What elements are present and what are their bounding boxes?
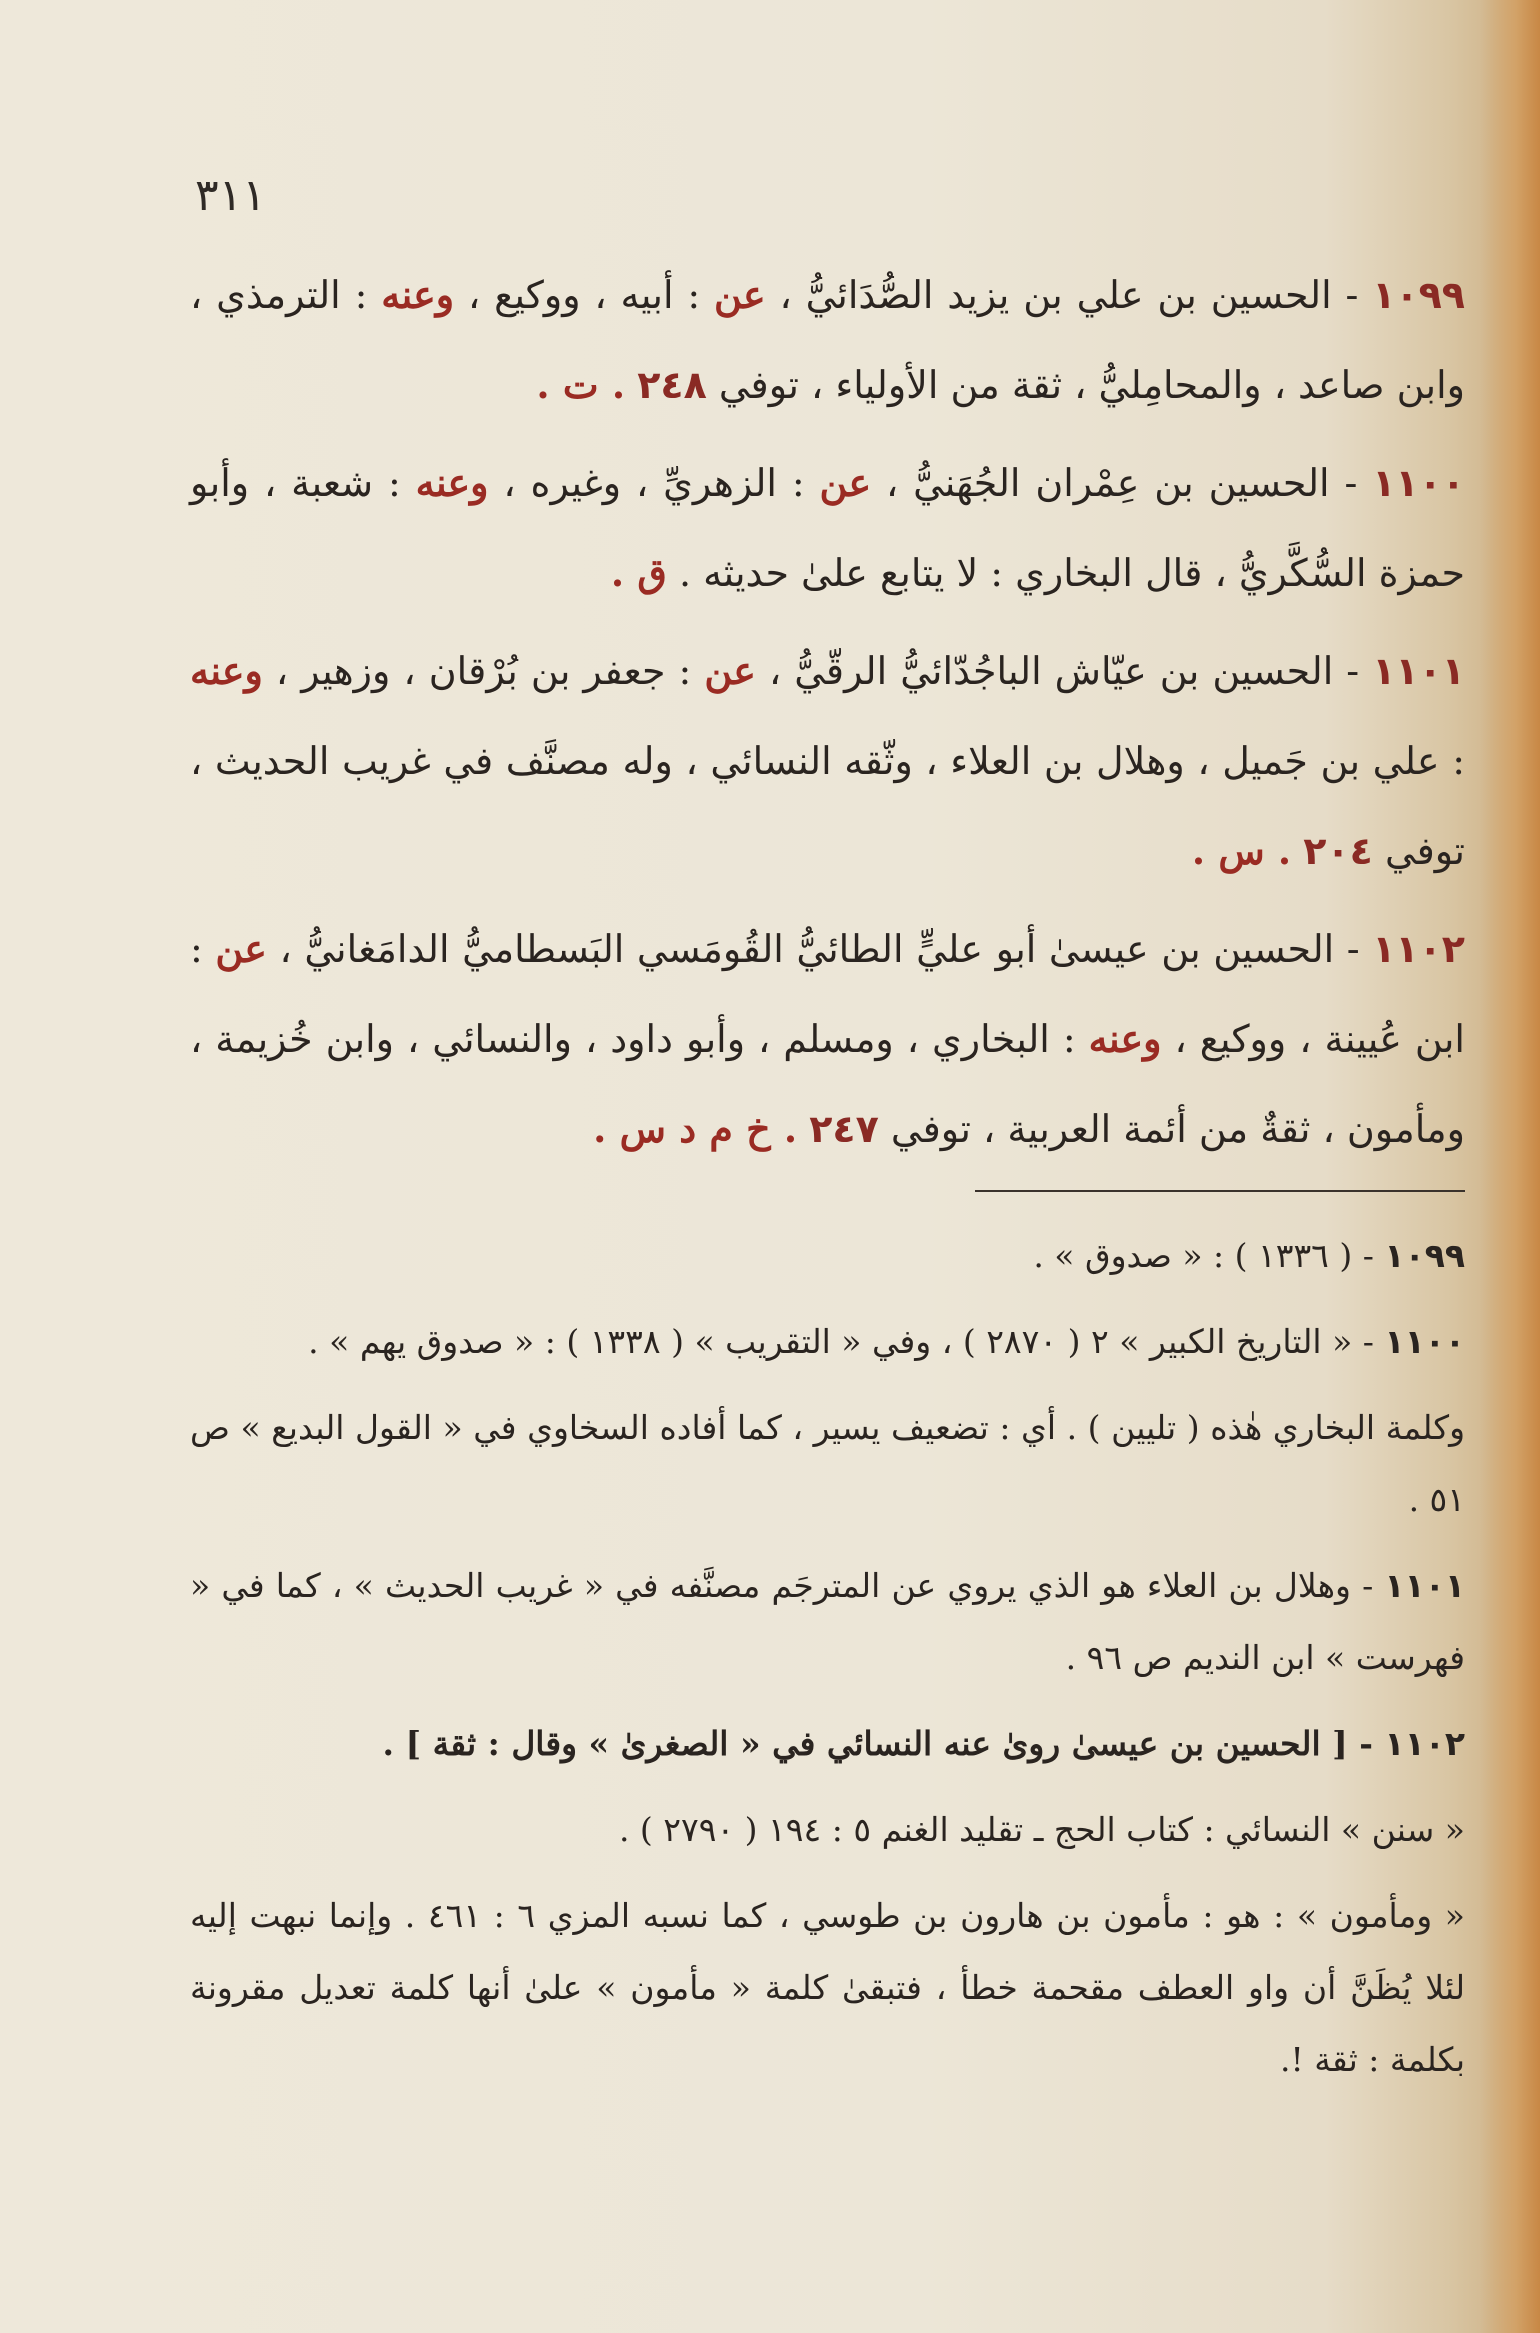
footnote xyxy=(190,1306,1465,1378)
footnote-text: - [ الحسين بن عيسىٰ روىٰ عنه النسائي في « الصغرىٰ » وقال : ثقة ] . xyxy=(382,1724,1373,1763)
entry-name: الحسين بن علي بن يزيد الصُّدَائيُّ ، xyxy=(779,273,1332,317)
entry-teachers: : أبيه ، ووكيع ، xyxy=(467,273,701,317)
footnote xyxy=(190,1880,1465,2096)
entry-name: الحسين بن عيسىٰ أبو عليٍّ الطائيُّ القُومَسي البَسطاميُّ الدامَغانيُّ ، xyxy=(279,927,1335,971)
entry-codes: . ت . xyxy=(536,362,626,407)
entry-number: ١١٠٢ xyxy=(1372,927,1465,971)
footnote-number: ١١٠١ xyxy=(1384,1566,1465,1605)
an-label: عن xyxy=(215,926,267,971)
footnote xyxy=(190,1392,1465,1536)
footnote-number: ١١٠٠ xyxy=(1384,1322,1465,1361)
entries-list xyxy=(190,250,1465,1182)
entry-name: الحسين بن عِمْران الجُهَنيُّ ، xyxy=(886,461,1330,505)
entry-codes: . خ م د س . xyxy=(593,1106,798,1151)
entry-codes: ق . xyxy=(610,550,667,595)
entry-students: : البخاري ، ومسلم ، وأبو داود ، والنسائي ، وابن خُزيمة ، ومأمون ، ثقةٌ من أئمة العربية ، توفي xyxy=(190,1017,1465,1151)
entry-number: ١١٠٠ xyxy=(1372,461,1465,505)
entry-year: ٢٠٤ xyxy=(1303,829,1373,873)
entry-teachers: : جعفر بن بُرْقان ، وزهير ، xyxy=(275,649,692,693)
entry-students: : شعبة ، وأبو حمزة السُّكَّريُّ ، قال البخاري : لا يتابع علىٰ حديثه . xyxy=(190,461,1465,595)
entry-year: ٢٤٨ xyxy=(637,363,707,407)
an-label: عن xyxy=(704,648,756,693)
an-label: عن xyxy=(819,460,872,505)
footnote-text: - « التاريخ الكبير » ٢ ( ٢٨٧٠ ) ، وفي « التقريب » ( ١٣٣٨ ) : « صدوق يهم » . xyxy=(308,1322,1374,1361)
footnote-text: - ( ١٣٣٦ ) : « صدوق » . xyxy=(1033,1236,1374,1275)
entry: ١١٠١ - الحسين بن عيّاش الباجُدّائيُّ الرقّيُّ ، عن : جعفر بن بُرْقان ، وزهير ، وعنه : علي بن جَميل ، وهلال بن العلاء ، وثّقه النسائي ، وله مصنَّف في غريب الحديث ، توفي ٢٠٤ . س . xyxy=(190,648,1465,873)
footnote xyxy=(190,1794,1465,1866)
wanhu-label: وعنه xyxy=(1088,1016,1162,1061)
footnote-number: ١٠٩٩ xyxy=(1384,1236,1465,1275)
footnote-text: « ومأمون » : هو : مأمون بن هارون بن طوسي ، كما نسبه المزي ٦ : ٤٦١ . وإنما نبهت إليه لئلا يُظَنَّ أن واو العطف مقحمة خطأ ، فتبقىٰ كلمة « مأمون » علىٰ أنها كلمة تعديل مقرونة بكلمة : ثقة !. xyxy=(190,1896,1465,2079)
an-label: عن xyxy=(714,272,766,317)
footnote-divider xyxy=(975,1190,1465,1192)
wanhu-label: وعنه xyxy=(381,272,455,317)
entry-name: الحسين بن عيّاش الباجُدّائيُّ الرقّيُّ ، xyxy=(768,649,1334,693)
entry-codes: . س . xyxy=(1191,828,1292,873)
footnote xyxy=(190,1708,1465,1780)
page-edge-shadow xyxy=(1480,0,1540,2333)
footnote-text: - وهلال بن العلاء هو الذي يروي عن المترجَم مصنَّفه في « غريب الحديث » ، كما في « فهرست » ابن النديم ص ٩٦ . xyxy=(190,1566,1465,1677)
wanhu-label: وعنه xyxy=(415,460,489,505)
footnote-text: « سنن » النسائي : كتاب الحج ـ تقليد الغنم ٥ : ١٩٤ ( ٢٧٩٠ ) . xyxy=(618,1810,1465,1849)
wanhu-label: وعنه xyxy=(190,648,263,693)
entry: ١١٠٢ - الحسين بن عيسىٰ أبو عليٍّ الطائيُّ القُومَسي البَسطاميُّ الدامَغانيُّ ، عن : ابن عُيينة ، ووكيع ، وعنه : البخاري ، ومسلم ، وأبو داود ، والنسائي ، وابن خُزيمة ، ومأمون ، ثقةٌ من أئمة العربية ، توفي ٢٤٧ . خ م د س . xyxy=(190,926,1465,1151)
entry: ١٠٩٩ - الحسين بن علي بن يزيد الصُّدَائيُّ ، عن : أبيه ، ووكيع ، وعنه : الترمذي ، وابن صاعد ، والمحامِليُّ ، ثقة من الأولياء ، توفي ٢٤٨ . ت . xyxy=(190,272,1465,407)
entry-year: ٢٤٧ xyxy=(809,1107,879,1151)
entry-teachers: : ابن عُيينة ، ووكيع ، xyxy=(190,927,1465,1061)
entry-number: ١٠٩٩ xyxy=(1372,273,1465,317)
entry-students: : الترمذي ، وابن صاعد ، والمحامِليُّ ، ثقة من الأولياء ، توفي xyxy=(190,273,1465,407)
entry-number: ١١٠١ xyxy=(1372,649,1465,693)
footnote xyxy=(190,1220,1465,1292)
footnote-number: ١١٠٢ xyxy=(1384,1724,1465,1763)
footnotes-list xyxy=(190,1220,1465,2110)
entry-teachers: : الزهريِّ ، وغيره ، xyxy=(503,461,805,505)
entry: ١١٠٠ - الحسين بن عِمْران الجُهَنيُّ ، عن : الزهريِّ ، وغيره ، وعنه : شعبة ، وأبو حمزة السُّكَّريُّ ، قال البخاري : لا يتابع علىٰ حديثه . ق . xyxy=(190,460,1465,595)
entry-students: : علي بن جَميل ، وهلال بن العلاء ، وثّقه النسائي ، وله مصنَّف في غريب الحديث ، توفي xyxy=(190,739,1465,873)
page-number: ٣١١ xyxy=(195,170,266,221)
footnote xyxy=(190,1550,1465,1694)
footnote-text: وكلمة البخاري هٰذه ( تليين ) . أي : تضعيف يسير ، كما أفاده السخاوي في « القول البديع » ص ٥١ . xyxy=(190,1408,1465,1519)
